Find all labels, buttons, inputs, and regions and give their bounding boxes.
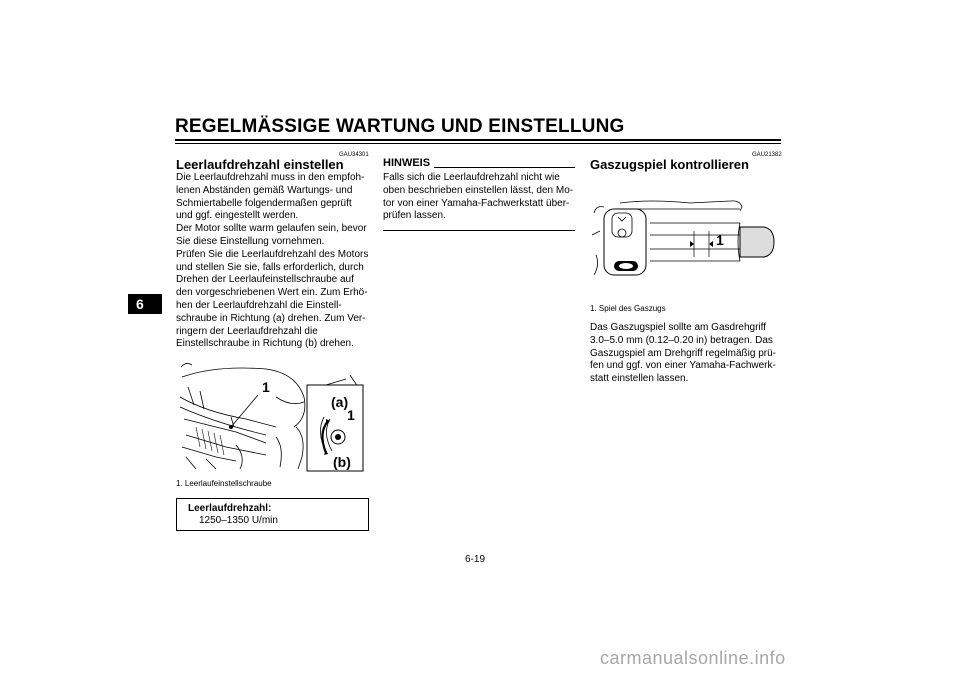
section-title-idle-speed: Leerlaufdrehzahl einstellen: [176, 157, 344, 172]
section-code: GAU34301: [339, 152, 369, 158]
callout-1b: 1: [347, 407, 355, 423]
text-line: Gaszugspiel am Drehgriff regelmäßig prü-: [590, 347, 777, 359]
text-line: und stellen Sie sie, falls erforderlich, durch: [176, 261, 364, 273]
text-line: Sie diese Einstellung vornehmen.: [176, 235, 325, 247]
callout-1: 1: [716, 232, 724, 248]
note-title: HINWEIS: [383, 157, 431, 169]
text-line: Einstellschraube in Richtung (b) drehen.: [176, 338, 354, 350]
idle-speed-text: [176, 172, 372, 351]
throttle-text: [590, 322, 784, 386]
section-title-throttle-cable: Gaszugspiel kontrollieren: [590, 157, 749, 172]
spec-value: 1250–1350 U/min: [199, 515, 278, 526]
callout-b: (b): [333, 454, 351, 470]
text-line: oben beschrieben einstellen lässt, den Mo-: [383, 184, 574, 196]
header-rule: [175, 139, 781, 141]
watermark: carmanualsonline.info: [600, 648, 786, 668]
header-rule-thin: [175, 143, 781, 144]
note-text: [383, 172, 577, 223]
figure-caption-throttle: 1. Spiel des Gaszugs: [590, 304, 666, 313]
page-number: 6-19: [465, 554, 486, 565]
text-line: lenen Abständen gemäß Wartungs- und: [176, 184, 353, 196]
text-line: Die Leerlaufdrehzahl muss in den empfoh-: [176, 172, 365, 183]
text-line: Drehen der Leerlaufeinstellschraube auf: [176, 274, 354, 286]
text-line: ringern der Leerlaufdrehzahl die: [176, 325, 318, 337]
note-rule-bottom: [383, 230, 575, 231]
spec-label: Leerlaufdrehzahl:: [188, 503, 272, 514]
throttle-grip-figure: [590, 195, 785, 280]
text-line: prüfen lassen.: [383, 210, 446, 222]
callout-1: 1: [262, 379, 270, 395]
spec-box-idle-speed: [176, 498, 369, 531]
section-code: GAU21382: [752, 152, 782, 158]
text-line: und ggf. eingestellt werden.: [176, 210, 299, 222]
text-line: Schmiertabelle folgendermaßen geprüft: [176, 197, 352, 209]
text-line: hen der Leerlaufdrehzahl die Einstell-: [176, 299, 342, 311]
note-rule-top: [434, 167, 575, 168]
callout-a: (a): [331, 394, 349, 410]
text-line: fen und ggf. von einer Yamaha-Fachwerk-: [590, 360, 776, 372]
figure-caption-idle-screw: 1. Leerlaufeinstellschraube: [176, 479, 272, 488]
text-line: Falls sich die Leerlaufdrehzahl nicht wie: [383, 172, 560, 183]
text-line: tor von einer Yamaha-Fachwerkstatt über-: [383, 197, 570, 209]
text-line: Prüfen Sie die Leerlaufdrehzahl des Motors: [176, 248, 369, 260]
page-header-title: REGELMÄSSIGE WARTUNG UND EINSTELLUNG: [175, 116, 625, 137]
chapter-tab: 6: [128, 294, 162, 314]
text-line: 3.0–5.0 mm (0.12–0.20 in) betragen. Das: [590, 334, 773, 346]
text-line: statt einstellen lassen.: [590, 373, 689, 385]
text-line: schraube in Richtung (a) drehen. Zum Ver-: [176, 312, 366, 324]
text-line: den vorgeschriebenen Wert ein. Zum Erhö-: [176, 287, 368, 299]
text-line: Das Gaszugspiel sollte am Gasdrehgriff: [590, 322, 767, 333]
text-line: Der Motor sollte warm gelaufen sein, bevor: [176, 223, 367, 235]
idle-screw-figure: [176, 357, 371, 472]
